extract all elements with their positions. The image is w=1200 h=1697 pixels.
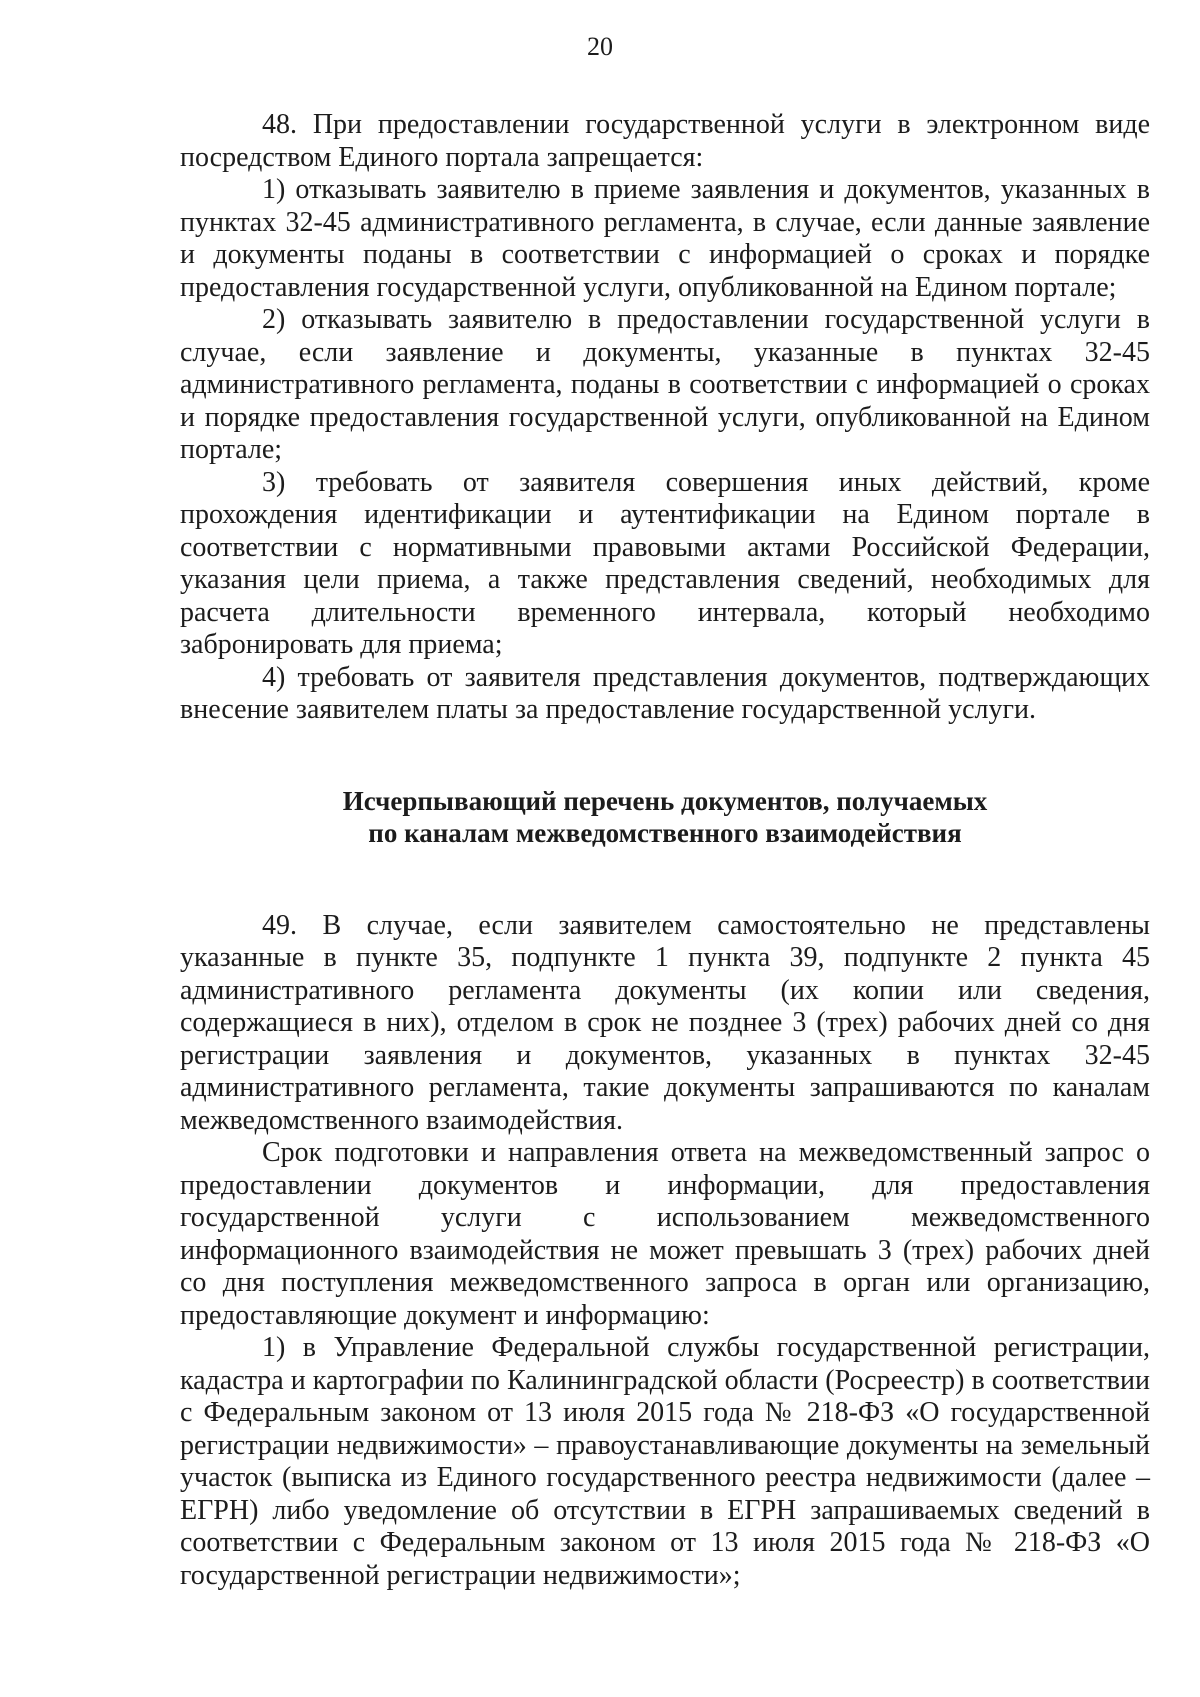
paragraph-49: 49. В случае, если заявителем самостоятельно не представлены указанные в пункте 35, подпункте 1 пункта 39, подпункте 2 пункта 45 административного регламента документы (их копии или сведения, содержащиеся в них), отделом в срок не позднее 3 (трех) рабочих дней со дня регистрации заявления и документов, указанных в пунктах 32-45 административного регламента, такие документы запрашиваются по каналам межведомственного взаимодействия.	[180, 909, 1150, 1136]
list-item-48-1: 1) отказывать заявителю в приеме заявления и документов, указанных в пунктах 32-45 административного регламента, в случае, если данные заявление и документы поданы в соответствии с информацией о сроках и порядке предоставления государственной услуги, опубликованной на Едином портале;	[180, 174, 1150, 303]
list-item-48-4: 4) требовать от заявителя представления документов, подтверждающих внесение заявителем платы за предоставление государственной услуги.	[180, 661, 1150, 725]
list-item-49-1: 1) в Управление Федеральной службы государственной регистрации, кадастра и картографии по Калининградской области (Росреестр) в соответствии с Федеральным законом от 13 июля 2015 года № 218-ФЗ «О государственной регистрации недвижимости» – правоустанавливающие документы на земельный участок (выписка из Единого государственного реестра недвижимости (далее – ЕГРН) либо уведомление об отсутствии в ЕГРН запрашиваемых сведений в соответствии с Федеральным законом от 13 июля 2015 года № 218-ФЗ «О государственной регистрации недвижимости»;	[180, 1332, 1150, 1591]
section-heading-line-2: по каналам межведомственного взаимодействия	[368, 818, 962, 848]
section-heading	[180, 785, 1150, 850]
list-item-48-3: 3) требовать от заявителя совершения иных действий, кроме прохождения идентификации и аутентификации на Едином портале в соответствии с нормативными правовыми актами Российской Федерации, указания цели приема, а также представления сведений, необходимых для расчета длительности временного интервала, который необходимо забронировать для приема;	[180, 466, 1150, 660]
section-heading-line-1: Исчерпывающий перечень документов, получаемых	[342, 785, 988, 816]
paragraph-48-intro: 48. При предоставлении государственной услуги в электронном виде посредством Единого портала запрещается:	[180, 109, 1150, 173]
list-item-48-2: 2) отказывать заявителю в предоставлении государственной услуги в случае, если заявление и документы, указанные в пунктах 32-45 административного регламента, поданы в соответствии с информацией о сроках и порядке предоставления государственной услуги, опубликованной на Едином портале;	[180, 304, 1150, 465]
document-body	[180, 109, 1150, 1592]
page-number: 20	[587, 32, 613, 61]
paragraph-49-deadline: Срок подготовки и направления ответа на межведомственный запрос о предоставлении документов и информации, для предоставления государственной услуги с использованием межведомственного информационного взаимодействия не может превышать 3 (трех) рабочих дней со дня поступления межведомственного запроса в орган или организацию, предоставляющие документ и информацию:	[180, 1137, 1150, 1331]
